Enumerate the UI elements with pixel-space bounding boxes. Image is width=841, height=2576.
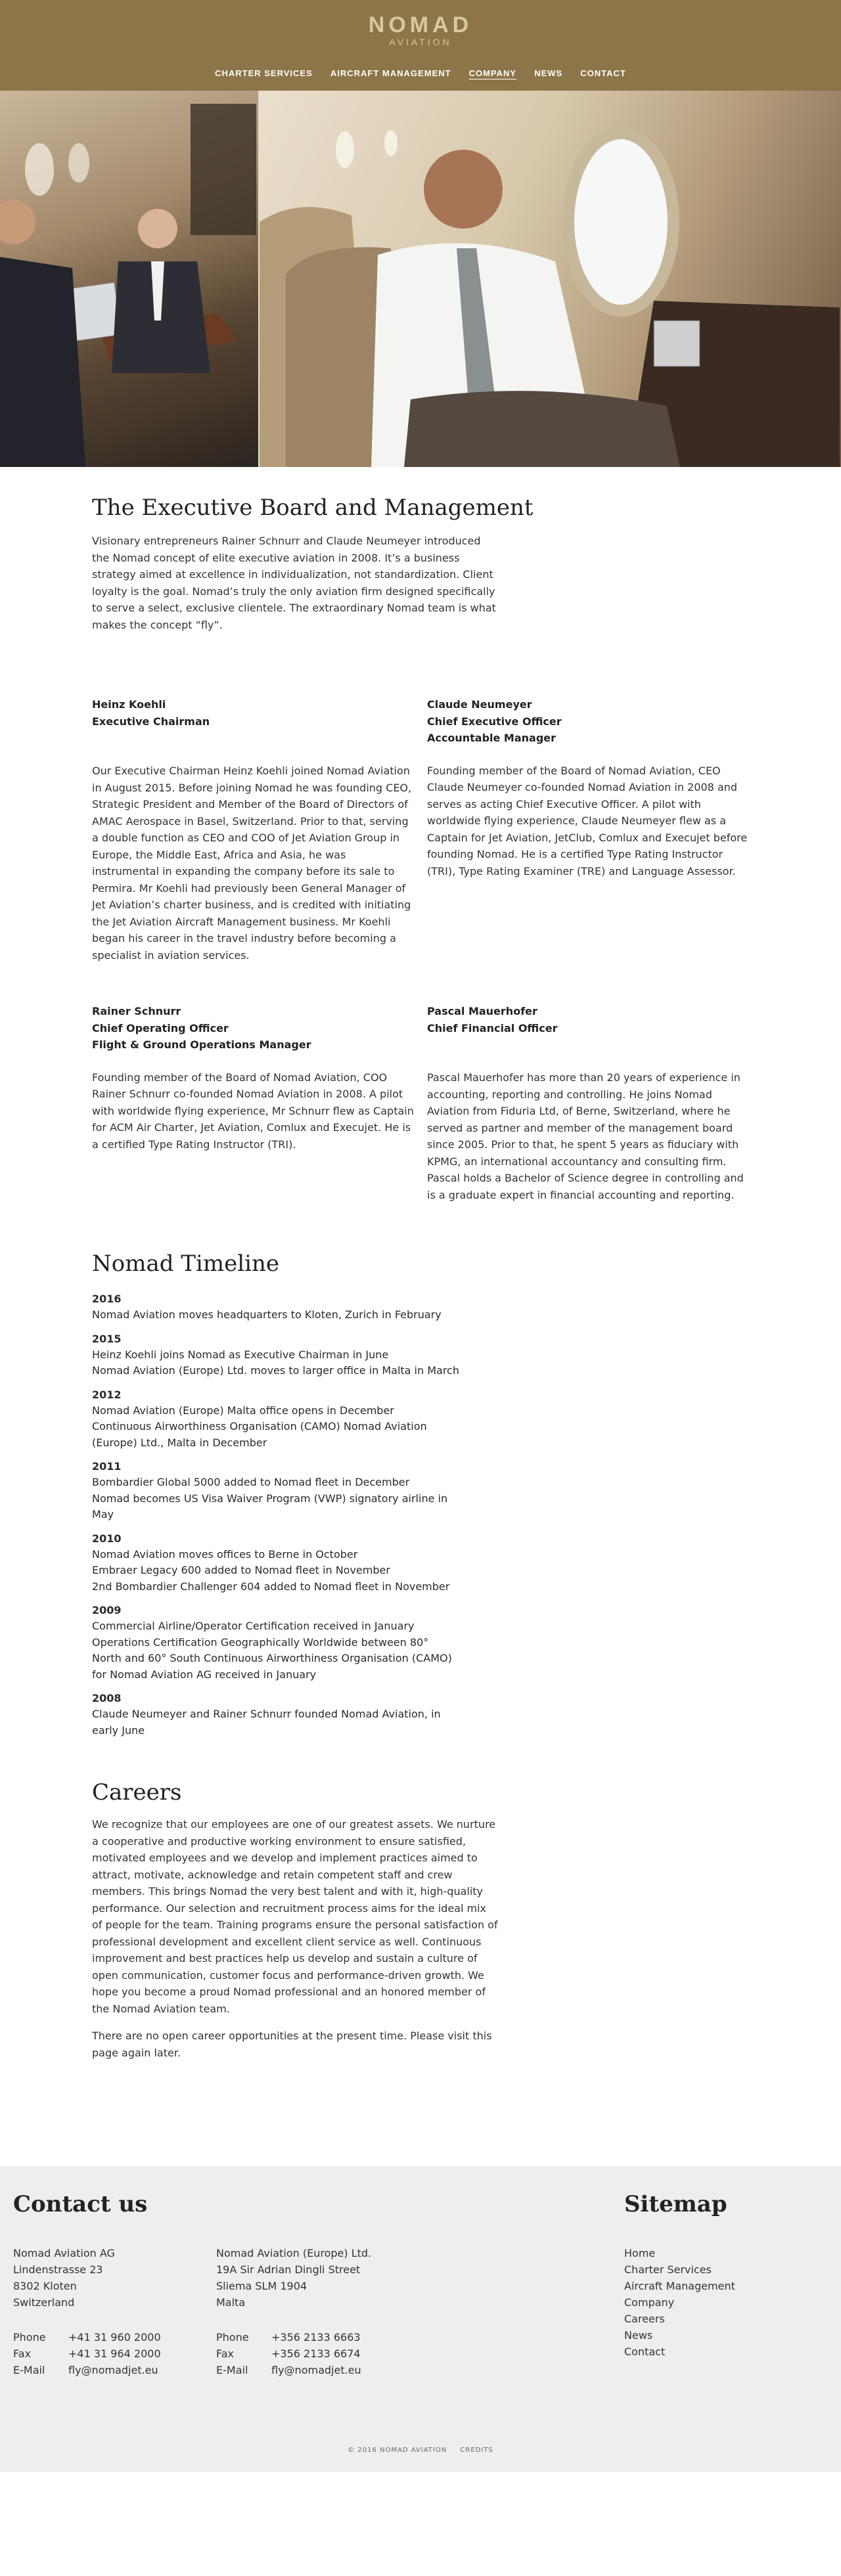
main-content [0,493,841,2061]
logo-main-text: NOMAD [368,12,473,37]
phone-row [13,2329,216,2345]
timeline-year: 2016 [92,1293,122,1305]
member-name: Heinz Koehli [92,698,166,711]
timeline-entry [92,1459,460,1523]
phone-label: Phone [13,2331,46,2343]
fax-number: +41 31 964 2000 [68,2347,161,2360]
copyright-text: © 2016 NOMAD AVIATION [348,2447,447,2454]
member-title: Chief Operating Officer [92,1021,229,1034]
timeline-event: Operations Certification Geographically Worldwide between 80° North and 60° South Continuous Airworthiness Organisation (CAMO) for Nomad Aviation AG received in January [92,1635,452,1681]
passenger-illustration [260,91,840,467]
office-switzerland [13,2245,216,2378]
nav-contact[interactable]: CONTACT [580,68,626,78]
careers-section [92,1778,499,2061]
member-pascal-mauerhofer [427,1003,749,1203]
timeline-entry [92,1603,460,1683]
board-intro: Visionary entrepreneurs Rainer Schnurr and Claude Neumeyer introduced the Nomad concept of elite executive aviation in 2008. It’s a business strategy aimed at excellence in individualization, not standardization. Client loyalty is the goal. Nomad’s truly the only aviation firm designed specifically to serve a select, exclusive clientele. The extraordinary Nomad team is what makes the concept “fly”. [92,535,496,631]
email-label: E-Mail [13,2364,45,2376]
office-line: Lindenstrasse 23 [13,2263,103,2276]
timeline-year: 2012 [92,1388,122,1401]
member-bio: Founding member of the Board of Nomad Aviation, CEO Claude Neumeyer co-founded Nomad Aviation in 2008 and serves as acting Chief Executive Officer. A pilot with worldwide flying experience, Claude Neumeyer flew as a Captain for Jet Aviation, JetClub, Comlux and Execujet before founding Nomad. He is a certified Type Rating Instructor (TRI), Type Rating Examiner (TRE) and Language Assessor. [427,764,748,877]
sitemap-home[interactable]: Home [624,2247,656,2259]
timeline [92,1291,460,1739]
member-name: Rainer Schnurr [92,1005,181,1017]
main-nav [0,66,841,79]
credits-link[interactable]: CREDITS [460,2447,493,2454]
fax-number: +356 2133 6674 [271,2347,361,2360]
timeline-entry [92,1531,460,1595]
phone-label: Phone [216,2331,249,2343]
timeline-event: Commercial Airline/Operator Certification received in January [92,1620,415,1632]
email-row [13,2362,216,2378]
member-rainer-schnurr [92,1003,427,1203]
member-title: Executive Chairman [92,715,210,728]
timeline-entry [92,1331,460,1379]
fax-row [216,2345,420,2362]
logo[interactable] [0,0,841,47]
office-line: Nomad Aviation (Europe) Ltd. [216,2247,372,2259]
timeline-event: Claude Neumeyer and Rainer Schnurr founded Nomad Aviation, in early June [92,1708,441,1737]
member-heinz-koehli [92,696,427,964]
phone-number[interactable]: +356 2133 6663 [271,2331,361,2343]
sitemap-company[interactable]: Company [624,2296,675,2309]
phone-number[interactable]: +41 31 960 2000 [68,2331,161,2343]
logo-sub-text: AVIATION [389,37,452,47]
nav-news[interactable]: NEWS [534,68,563,78]
hero-photo-meeting [0,91,260,467]
timeline-entry [92,1387,460,1452]
office-line: Malta [216,2296,246,2309]
email-link[interactable]: fly@nomadjet.eu [68,2364,158,2376]
email-link[interactable]: fly@nomadjet.eu [271,2364,361,2376]
board-members [92,696,749,1243]
site-footer [0,2166,841,2472]
member-bio: Pascal Mauerhofer has more than 20 years of experience in accounting, reporting and controlling. He joins Nomad Aviation from Fiduria Ltd, of Berne, Switzerland, where he served as partner and member of the management board since 2005. Prior to that, he spent 5 years as fiduciary with KPMG, an international accountancy and consulting firm. Pascal holds a Bachelor of Science degree in controlling and is a graduate expert in financial accounting and reporting. [427,1071,744,1201]
member-title: Chief Financial Officer [427,1021,558,1034]
timeline-entry [92,1691,460,1739]
timeline-event: Nomad becomes US Visa Waiver Program (VWP) signatory airline in May [92,1492,448,1521]
sitemap-news[interactable]: News [624,2329,653,2342]
timeline-year: 2009 [92,1604,122,1616]
careers-heading: Careers [92,1779,182,1806]
careers-text: We recognize that our employees are one of our greatest assets. We nurture a cooperative and productive working environment to ensure satisfied, motivated employees and we develop and implement practices aimed to attract, motivate, acknowledge and retain competent staff and crew members. This brings Nomad the very best talent and with it, high-quality performance. Our selection and recruitment process aims for the ideal mix of people for the team. Training programs ensure the personal satisfaction of professional development and excellent client service as well. Continuous improvement and best practices help us develop and sustain a culture of open communication, customer focus and performance-driven growth. We hope you become a proud Nomad professional and an honored member of the Nomad Aviation team. [92,1818,498,2015]
member-claude-neumeyer [427,696,749,964]
member-title: Flight & Ground Operations Manager [92,1038,311,1051]
member-name: Claude Neumeyer [427,698,532,711]
timeline-year: 2011 [92,1460,122,1473]
copyright-bar [0,2447,841,2454]
timeline-year: 2010 [92,1532,122,1545]
site-header [0,0,841,91]
hero-image [0,91,841,467]
timeline-year: 2008 [92,1692,122,1704]
timeline-event: Bombardier Global 5000 added to Nomad fleet in December [92,1476,410,1488]
timeline-event: Continuous Airworthiness Organisation (CAMO) Nomad Aviation (Europe) Ltd., Malta in December [92,1420,427,1449]
timeline-event: Nomad Aviation (Europe) Ltd. moves to larger office in Malta in March [92,1364,459,1377]
sitemap-list [624,2245,735,2360]
timeline-event: Nomad Aviation moves headquarters to Kloten, Zurich in February [92,1308,442,1321]
hero-photo-passenger [260,91,841,467]
nav-aircraft-management[interactable]: AIRCRAFT MANAGEMENT [330,68,451,78]
careers-notice: There are no open career opportunities at the present time. Please visit this page again later. [92,2030,492,2059]
contact-details [216,2329,420,2378]
office-line: 8302 Kloten [13,2280,77,2292]
nav-charter-services[interactable]: CHARTER SERVICES [215,68,313,78]
timeline-event: Embraer Legacy 600 added to Nomad fleet in November [92,1564,390,1576]
email-row [216,2362,420,2378]
timeline-heading: Nomad Timeline [92,1251,279,1277]
member-title: Chief Executive Officer [427,715,562,728]
fax-label: Fax [13,2347,32,2360]
sitemap-aircraft-management[interactable]: Aircraft Management [624,2280,735,2292]
timeline-entry [92,1291,460,1323]
office-line: Nomad Aviation AG [13,2247,115,2259]
timeline-event: 2nd Bombardier Challenger 604 added to Nomad fleet in November [92,1580,450,1593]
member-title: Accountable Manager [427,732,557,744]
sitemap-careers[interactable]: Careers [624,2313,665,2325]
office-malta [216,2245,420,2378]
contact-details [13,2329,216,2378]
office-line: Sliema SLM 1904 [216,2280,307,2292]
board-heading: The Executive Board and Management [92,495,534,521]
meeting-illustration [0,91,260,467]
phone-row [216,2329,420,2345]
timeline-event: Nomad Aviation moves offices to Berne in October [92,1547,358,1561]
sitemap-heading: Sitemap [624,2191,727,2217]
contact-heading: Contact us [13,2191,148,2217]
sitemap-charter-services[interactable]: Charter Services [624,2263,712,2276]
sitemap-contact[interactable]: Contact [624,2345,666,2358]
timeline-year: 2015 [92,1332,122,1345]
sitemap [624,2190,735,2360]
member-bio: Founding member of the Board of Nomad Aviation, COO Rainer Schnurr co-founded Nomad Aviation in 2008. A pilot with worldwide flying experience, Mr Schnurr flew as Captain for ACM Air Charter, Jet Aviation, Comlux and Execujet. He is a certified Type Rating Instructor (TRI). [92,1071,414,1151]
office-line: 19A Sir Adrian Dingli Street [216,2263,361,2276]
email-label: E-Mail [216,2364,248,2376]
member-bio: Our Executive Chairman Heinz Koehli joined Nomad Aviation in August 2015. Before joining Nomad he was founding CEO, Strategic President and Member of the Board of Directors of AMAC Aerospace in Basel, Switzerland. Prior to that, serving a double function as CEO and COO of Jet Aviation Group in Europe, the Middle East, Africa and Asia, he was instrumental in expanding the company before its sale to Permira. Mr Koehli had previously been General Manager of Jet Aviation’s charter business, and is credited with initiating the Jet Aviation Aircraft Management business. Mr Koehli began his career in the travel industry before becoming a specialist in aviation services. [92,765,412,962]
nav-company[interactable]: COMPANY [468,68,517,78]
member-name: Pascal Mauerhofer [427,1005,537,1017]
timeline-event: Nomad Aviation (Europe) Malta office opens in December [92,1404,394,1417]
fax-row [13,2345,216,2362]
office-line: Switzerland [13,2296,75,2309]
timeline-event: Heinz Koehli joins Nomad as Executive Chairman in June [92,1348,389,1361]
fax-label: Fax [216,2347,235,2360]
